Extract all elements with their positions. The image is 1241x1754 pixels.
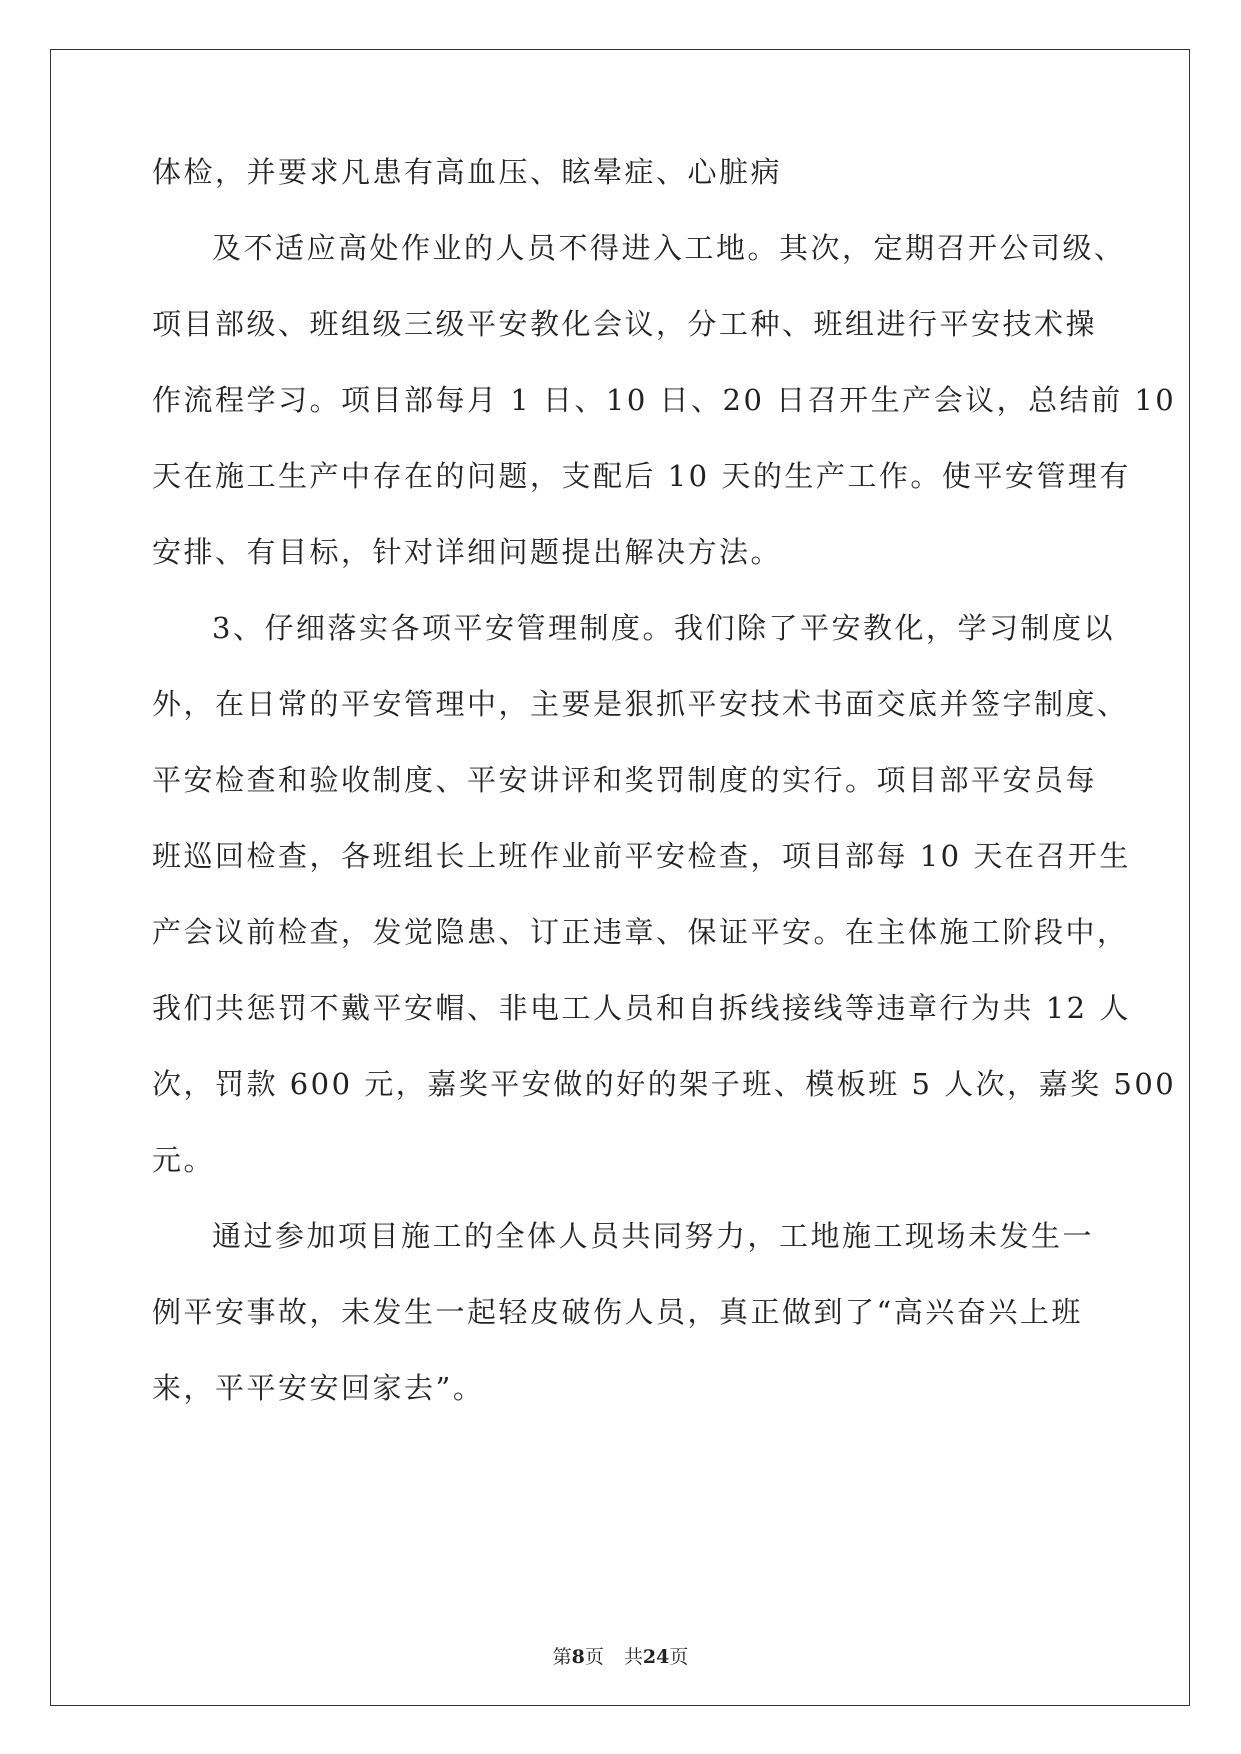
- page-border: [50, 49, 1190, 1706]
- page-suffix: 页: [584, 1646, 604, 1668]
- text-line: 平安检查和验收制度、平安讲评和奖罚制度的实行。项目部平安员每: [152, 763, 1098, 797]
- text-line: 产会议前检查，发觉隐患、订正违章、保证平安。在主体施工阶段中，: [152, 915, 1129, 949]
- text-line: 安排、有目标，针对详细问题提出解决方法。: [152, 535, 783, 569]
- text-line: 我们共惩罚不戴平安帽、非电工人员和自拆线接线等违章行为共 12 人: [152, 991, 1131, 1025]
- page-prefix: 第: [552, 1646, 572, 1668]
- total-prefix: 共: [623, 1646, 643, 1668]
- page-number: 8: [571, 1646, 585, 1668]
- text-line: 来，平平安安回家去”。: [152, 1371, 485, 1405]
- text-line: 班巡回检查，各班组长上班作业前平安检查，项目部每 10 天在召开生: [152, 839, 1131, 873]
- text-line: 项目部级、班组级三级平安教化会议，分工种、班组进行平安技术操: [152, 307, 1098, 341]
- text-line: 元。: [152, 1143, 216, 1177]
- text-line: 及不适应高处作业的人员不得进入工地。其次，定期召开公司级、: [212, 231, 1126, 265]
- page-footer: [0, 1644, 1241, 1670]
- text-line: 外，在日常的平安管理中，主要是狠抓平安技术书面交底并签字制度、: [152, 687, 1129, 721]
- total-suffix: 页: [669, 1646, 689, 1668]
- text-line: 次，罚款 600 元，嘉奖平安做的好的架子班、模板班 5 人次，嘉奖 500: [152, 1067, 1177, 1101]
- text-line: 通过参加项目施工的全体人员共同努力，工地施工现场未发生一: [212, 1219, 1095, 1253]
- text-line: 例平安事故，未发生一起轻皮破伤人员，真正做到了“高兴奋兴上班: [152, 1295, 1083, 1329]
- text-line: 体检，并要求凡患有高血压、眩晕症、心脏病: [152, 155, 783, 189]
- text-line: 3、仔细落实各项平安管理制度。我们除了平安教化，学习制度以: [212, 611, 1115, 645]
- total-pages: 24: [642, 1646, 670, 1668]
- text-line: 天在施工生产中存在的问题，支配后 10 天的生产工作。使平安管理有: [152, 459, 1131, 493]
- text-line: 作流程学习。项目部每月 1 日、10 日、20 日召开生产会议，总结前 10: [152, 383, 1177, 417]
